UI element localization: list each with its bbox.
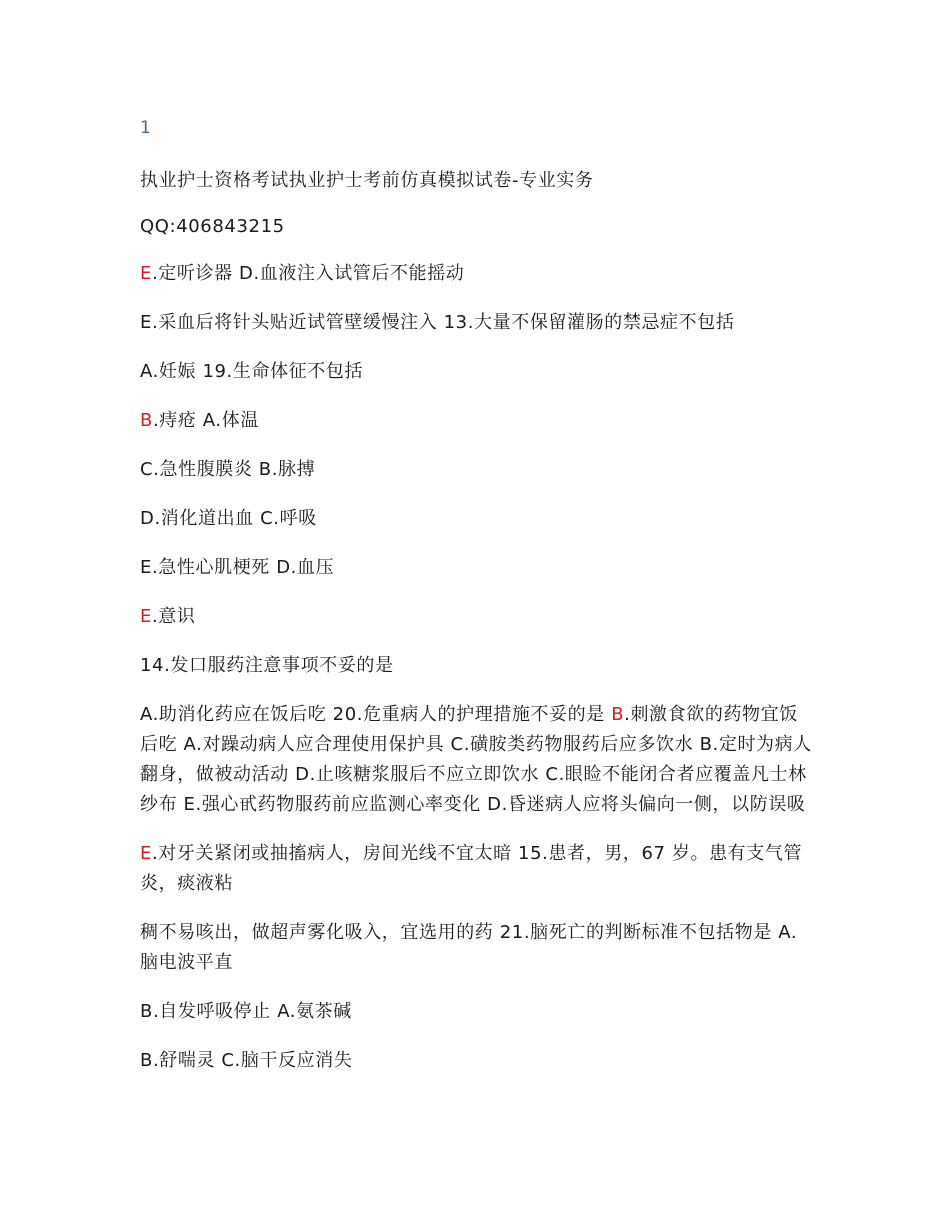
paragraph-text: D.消化道出血 C.呼吸 <box>140 508 317 529</box>
paragraph <box>140 997 812 1027</box>
paragraph-text: A.助消化药应在饭后吃 20.危重病人的护理措施不妥的是 <box>140 704 612 725</box>
answer-letter: E <box>140 606 152 627</box>
paragraph <box>140 602 812 632</box>
paragraph-text: C.急性腹膜炎 B.脉搏 <box>140 459 316 480</box>
paragraph <box>140 918 812 978</box>
paragraph <box>140 406 812 436</box>
page-content <box>140 116 812 1095</box>
answer-letter: B <box>611 704 625 725</box>
paragraph-text: .痔疮 A.体温 <box>152 410 259 431</box>
paragraph-text: E.采血后将针头贴近试管壁缓慢注入 13.大量不保留灌肠的禁忌症不包括 <box>140 312 735 333</box>
document-title: 执业护士资格考试执业护士考前仿真模拟试卷-专业实务 <box>140 170 594 191</box>
paragraph-text: 14.发口服药注意事项不妥的是 <box>140 655 394 676</box>
paragraph-text: .意识 <box>151 606 196 627</box>
paragraph-text: .对牙关紧闭或抽搐病人，房间光线不宜太暗 15.患者，男，67 岁。患有支气管炎，痰液粘 <box>140 843 803 894</box>
contact-qq: QQ:406843215 <box>140 216 285 237</box>
paragraph-text: .定听诊器 D.血液注入试管后不能摇动 <box>151 263 465 284</box>
answer-letter: B <box>140 410 153 431</box>
paragraph-text: A.妊娠 19.生命体征不包括 <box>140 361 364 382</box>
paragraph <box>140 308 812 338</box>
paragraph-text: E.急性心肌梗死 D.血压 <box>140 557 335 578</box>
paragraph <box>140 1046 812 1076</box>
paragraph <box>140 553 812 583</box>
paragraph-text: B.自发呼吸停止 A.氨茶碱 <box>140 1001 352 1022</box>
paragraph <box>140 357 812 387</box>
paragraph <box>140 700 812 820</box>
paragraph-text: 稠不易咳出，做超声雾化吸入，宜选用的药 21.脑死亡的判断标准不包括物是 A.脑电波平直 <box>140 922 798 973</box>
paragraph <box>140 455 812 485</box>
paragraph-text: .刺激食欲的药物宜饭后吃 A.对躁动病人应合理使用保护具 C.磺胺类药物服药后应多饮水 B.定时为病人翻身，做被动活动 D.止咳糖浆服后不应立即饮水 C.眼睑不能闭合者应覆盖凡士林纱布 E.强心甙药物服药前应监测心率变化 D.昏迷病人应将头偏向一侧，以防误吸 <box>140 704 812 815</box>
answer-letter: E <box>140 263 152 284</box>
paragraph <box>140 259 812 289</box>
paragraph-text: B.舒喘灵 C.脑干反应消失 <box>140 1050 353 1071</box>
paragraph <box>140 839 812 899</box>
paragraph <box>140 651 812 681</box>
page-number: 1 <box>140 118 152 138</box>
answer-letter: E <box>140 843 152 864</box>
paragraph <box>140 504 812 534</box>
